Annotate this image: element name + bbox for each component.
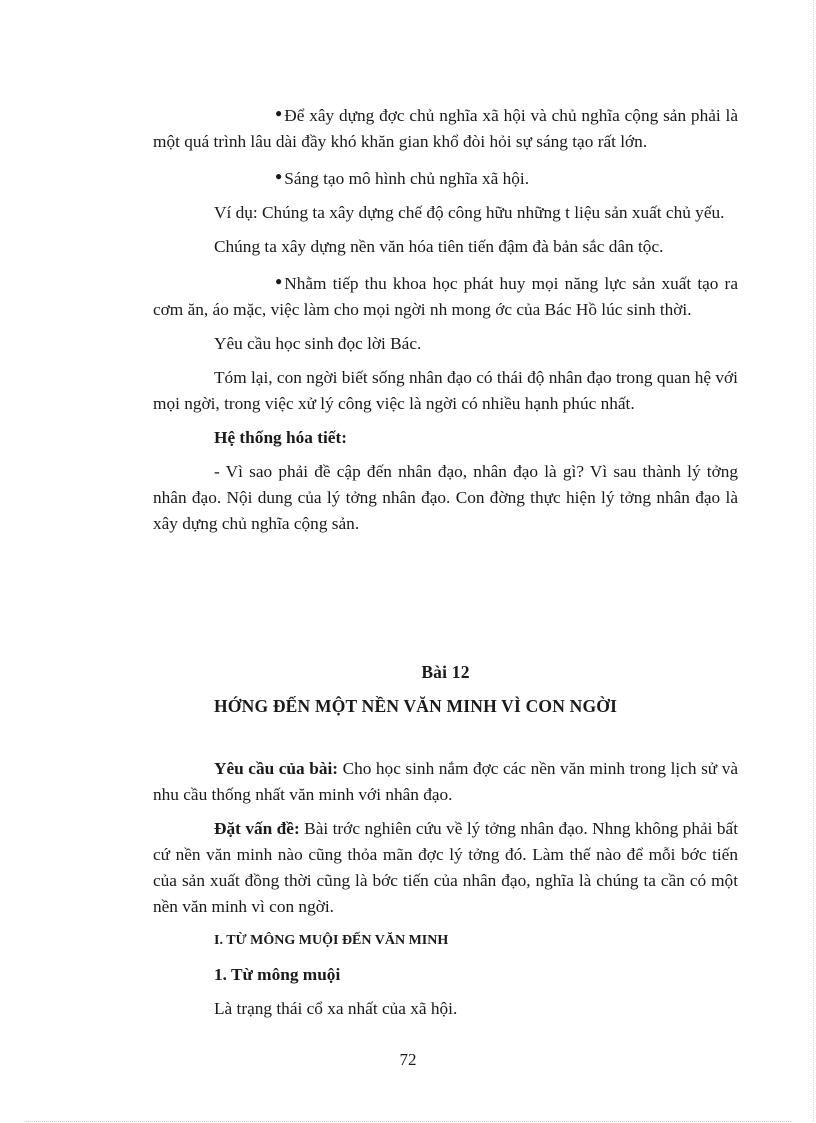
lesson-title: HỚNG ĐẾN MỘT NỀN VĂN MINH VÌ CON NGỜI	[214, 696, 618, 716]
page-number: 72	[399, 1050, 417, 1069]
bullet-icon: ●	[275, 169, 283, 183]
paragraph-3: Ví dụ: Chúng ta xây dựng chế độ công hữu những t liệu sản xuất chủ yếu.	[214, 203, 725, 222]
problem-label: Đặt vấn đề:	[214, 819, 300, 838]
bullet-icon: ●	[275, 106, 283, 120]
paragraph-2: ● Sáng tạo mô hình chủ nghĩa xã hội.	[153, 163, 738, 192]
requirement-paragraph: Yêu cầu của bài: Cho học sinh nắm đợc các nền văn minh trong lịch sử và nhu cầu thống nhất văn minh với nhân đạo.	[153, 759, 739, 804]
page-border-bottom	[25, 1121, 791, 1122]
subsection-title: 1. Từ mông muội	[214, 965, 341, 984]
paragraph-4: Chúng ta xây dựng nền văn hóa tiên tiến đậm đà bản sắc dân tộc.	[214, 237, 664, 256]
section-title: I. TỪ MÔNG MUỘI ĐẾN VĂN MINH	[214, 933, 449, 948]
problem-paragraph: Đặt vấn đề: Bài trớc nghiên cứu về lý tởng nhân đạo. Nhng không phải bất cứ nền văn minh nào cũng thỏa mãn đợc lý tởng đó. Làm thế nào để mỗi bớc tiến của sản xuất đồng thời cũng là bớc tiến của nhân đạo, nghĩa là chúng ta cần có một nền văn minh vì con ngời.	[153, 819, 738, 916]
paragraph-7: Tóm lại, con ngời biết sống nhân đạo có thái độ nhân đạo trong quan hệ với mọi ngời, trong việc xử lý công việc là ngời có nhiều hạnh phúc nhất.	[153, 368, 738, 413]
paragraph-5: ● Nhằm tiếp thu khoa học phát huy mọi năng lực sản xuất tạo ra cơm ăn, áo mặc, việc làm cho mọi ngời nh mong ớc của Bác Hồ lúc sinh thời.	[153, 268, 738, 323]
lower-text-block	[153, 756, 738, 1030]
page-border-right	[813, 0, 814, 1121]
system-heading: Hệ thống hóa tiết:	[214, 428, 347, 447]
system-text: - Vì sao phải đề cập đến nhân đạo, nhân đạo là gì? Vì sau thành lý tởng nhân đạo. Nội dung của lý tởng nhân đạo. Con đờng thực hiện lý tởng nhân đạo là xây dựng chủ nghĩa cộng sản.	[153, 462, 738, 533]
lesson-header	[153, 658, 738, 720]
last-paragraph: Là trạng thái cổ xa nhất của xã hội.	[214, 999, 458, 1018]
bullet-icon: ●	[275, 274, 283, 288]
paragraph-6: Yêu cầu học sinh đọc lời Bác.	[214, 334, 422, 353]
paragraph-1: ● Để xây dựng đợc chủ nghĩa xã hội và chủ nghĩa cộng sản phải là một quá trình lâu dài đầy khó khăn gian khổ đòi hỏi sự sáng tạo rất lớn.	[153, 100, 738, 155]
lesson-number: Bài 12	[421, 662, 470, 682]
upper-text-block	[153, 100, 738, 545]
requirement-label: Yêu cầu của bài:	[214, 759, 339, 778]
